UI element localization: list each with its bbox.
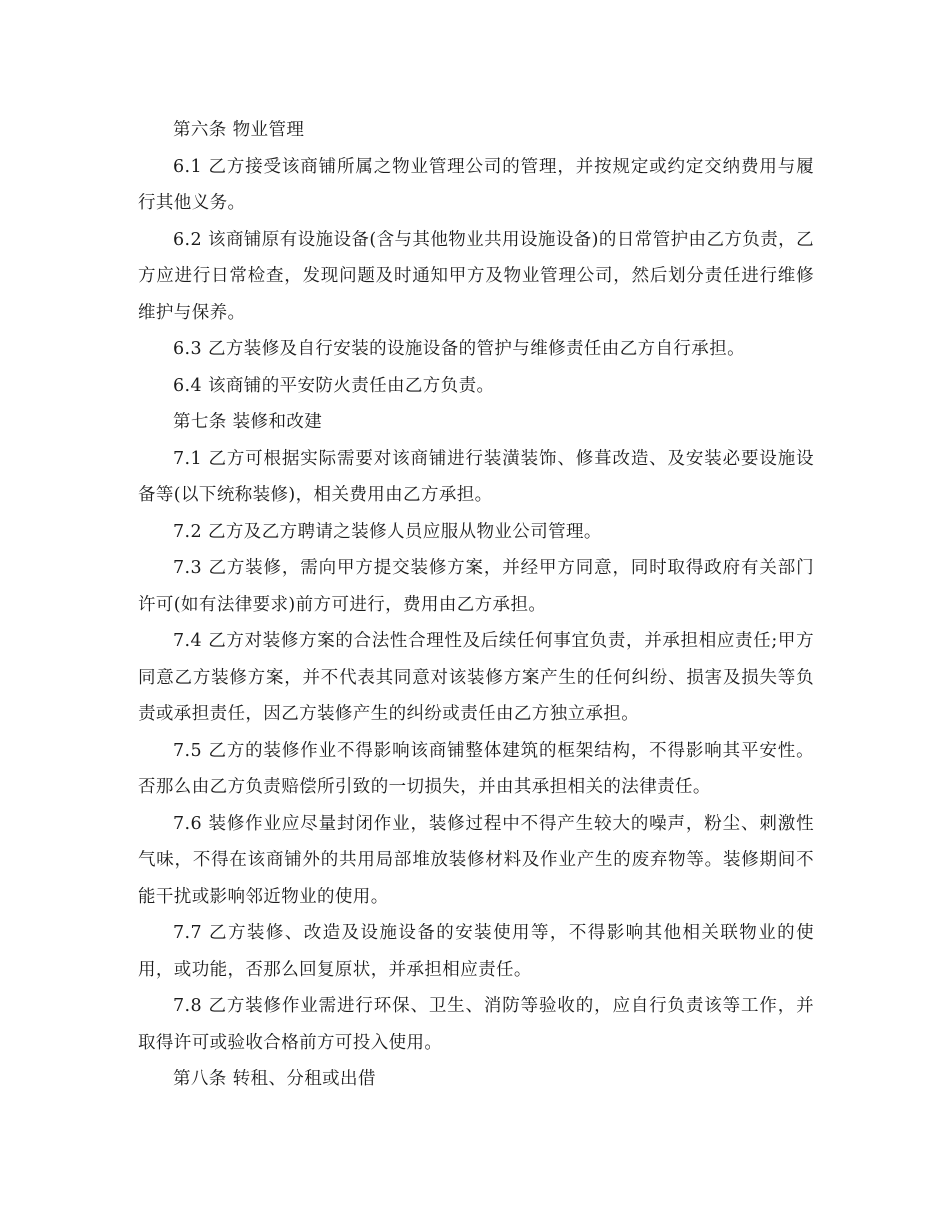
clause-7-3: 7.3 乙方装修，需向甲方提交装修方案，并经甲方同意，同时取得政府有关部门许可(如有法律要求)前方可进行，费用由乙方承担。 — [138, 558, 814, 615]
clause-7-5: 7.5 乙方的装修作业不得影响该商铺整体建筑的框架结构，不得影响其平安性。否那么由乙方负责赔偿所引致的一切损失，并由其承担相关的法律责任。 — [138, 740, 814, 797]
clause-7-4: 7.4 乙方对装修方案的合法性合理性及后续任何事宜负责，并承担相应责任;甲方同意乙方装修方案，并不代表其同意对该装修方案产生的任何纠纷、损害及损失等负责或承担责任，因乙方装修产生的纠纷或责任由乙方独立承担。 — [138, 631, 814, 724]
heading-article-8: 第八条 转租、分租或出借 — [173, 1069, 376, 1089]
clause-6-2: 6.2 该商铺原有设施设备(含与其他物业共用设施设备)的日常管护由乙方负责，乙方应进行日常检查，发现问题及时通知甲方及物业管理公司，然后划分责任进行维修维护与保养。 — [138, 229, 814, 323]
clause-6-4: 6.4 该商铺的平安防火责任由乙方负责。 — [173, 375, 495, 396]
document-body — [138, 112, 814, 1098]
clause-7-8: 7.8 乙方装修作业需进行环保、卫生、消防等验收的，应自行负责该等工作，并取得许可或验收合格前方可投入使用。 — [138, 996, 814, 1053]
clause-7-6: 7.6 装修作业应尽量封闭作业，装修过程中不得产生较大的噪声，粉尘、刺激性气味，不得在该商铺外的共用局部堆放装修材料及作业产生的废弃物等。装修期间不能干扰或影响邻近物业的使用。 — [138, 813, 814, 907]
clause-7-2: 7.2 乙方及乙方聘请之装修人员应服从物业公司管理。 — [173, 521, 602, 542]
clause-6-3: 6.3 乙方装修及自行安装的设施设备的管护与维修责任由乙方自行承担。 — [173, 339, 745, 359]
clause-7-1: 7.1 乙方可根据实际需要对该商铺进行装潢装饰、修葺改造、及安装必要设施设备等(以下统称装修)，相关费用由乙方承担。 — [138, 448, 814, 505]
heading-article-7: 第七条 装修和改建 — [173, 412, 323, 432]
clause-7-7: 7.7 乙方装修、改造及设施设备的安装使用等，不得影响其他相关联物业的使用，或功能，否那么回复原状，并承担相应责任。 — [138, 923, 814, 980]
clause-6-1: 6.1 乙方接受该商铺所属之物业管理公司的管理，并按规定或约定交纳费用与履行其他义务。 — [138, 156, 814, 213]
heading-article-6: 第六条 物业管理 — [173, 120, 305, 140]
